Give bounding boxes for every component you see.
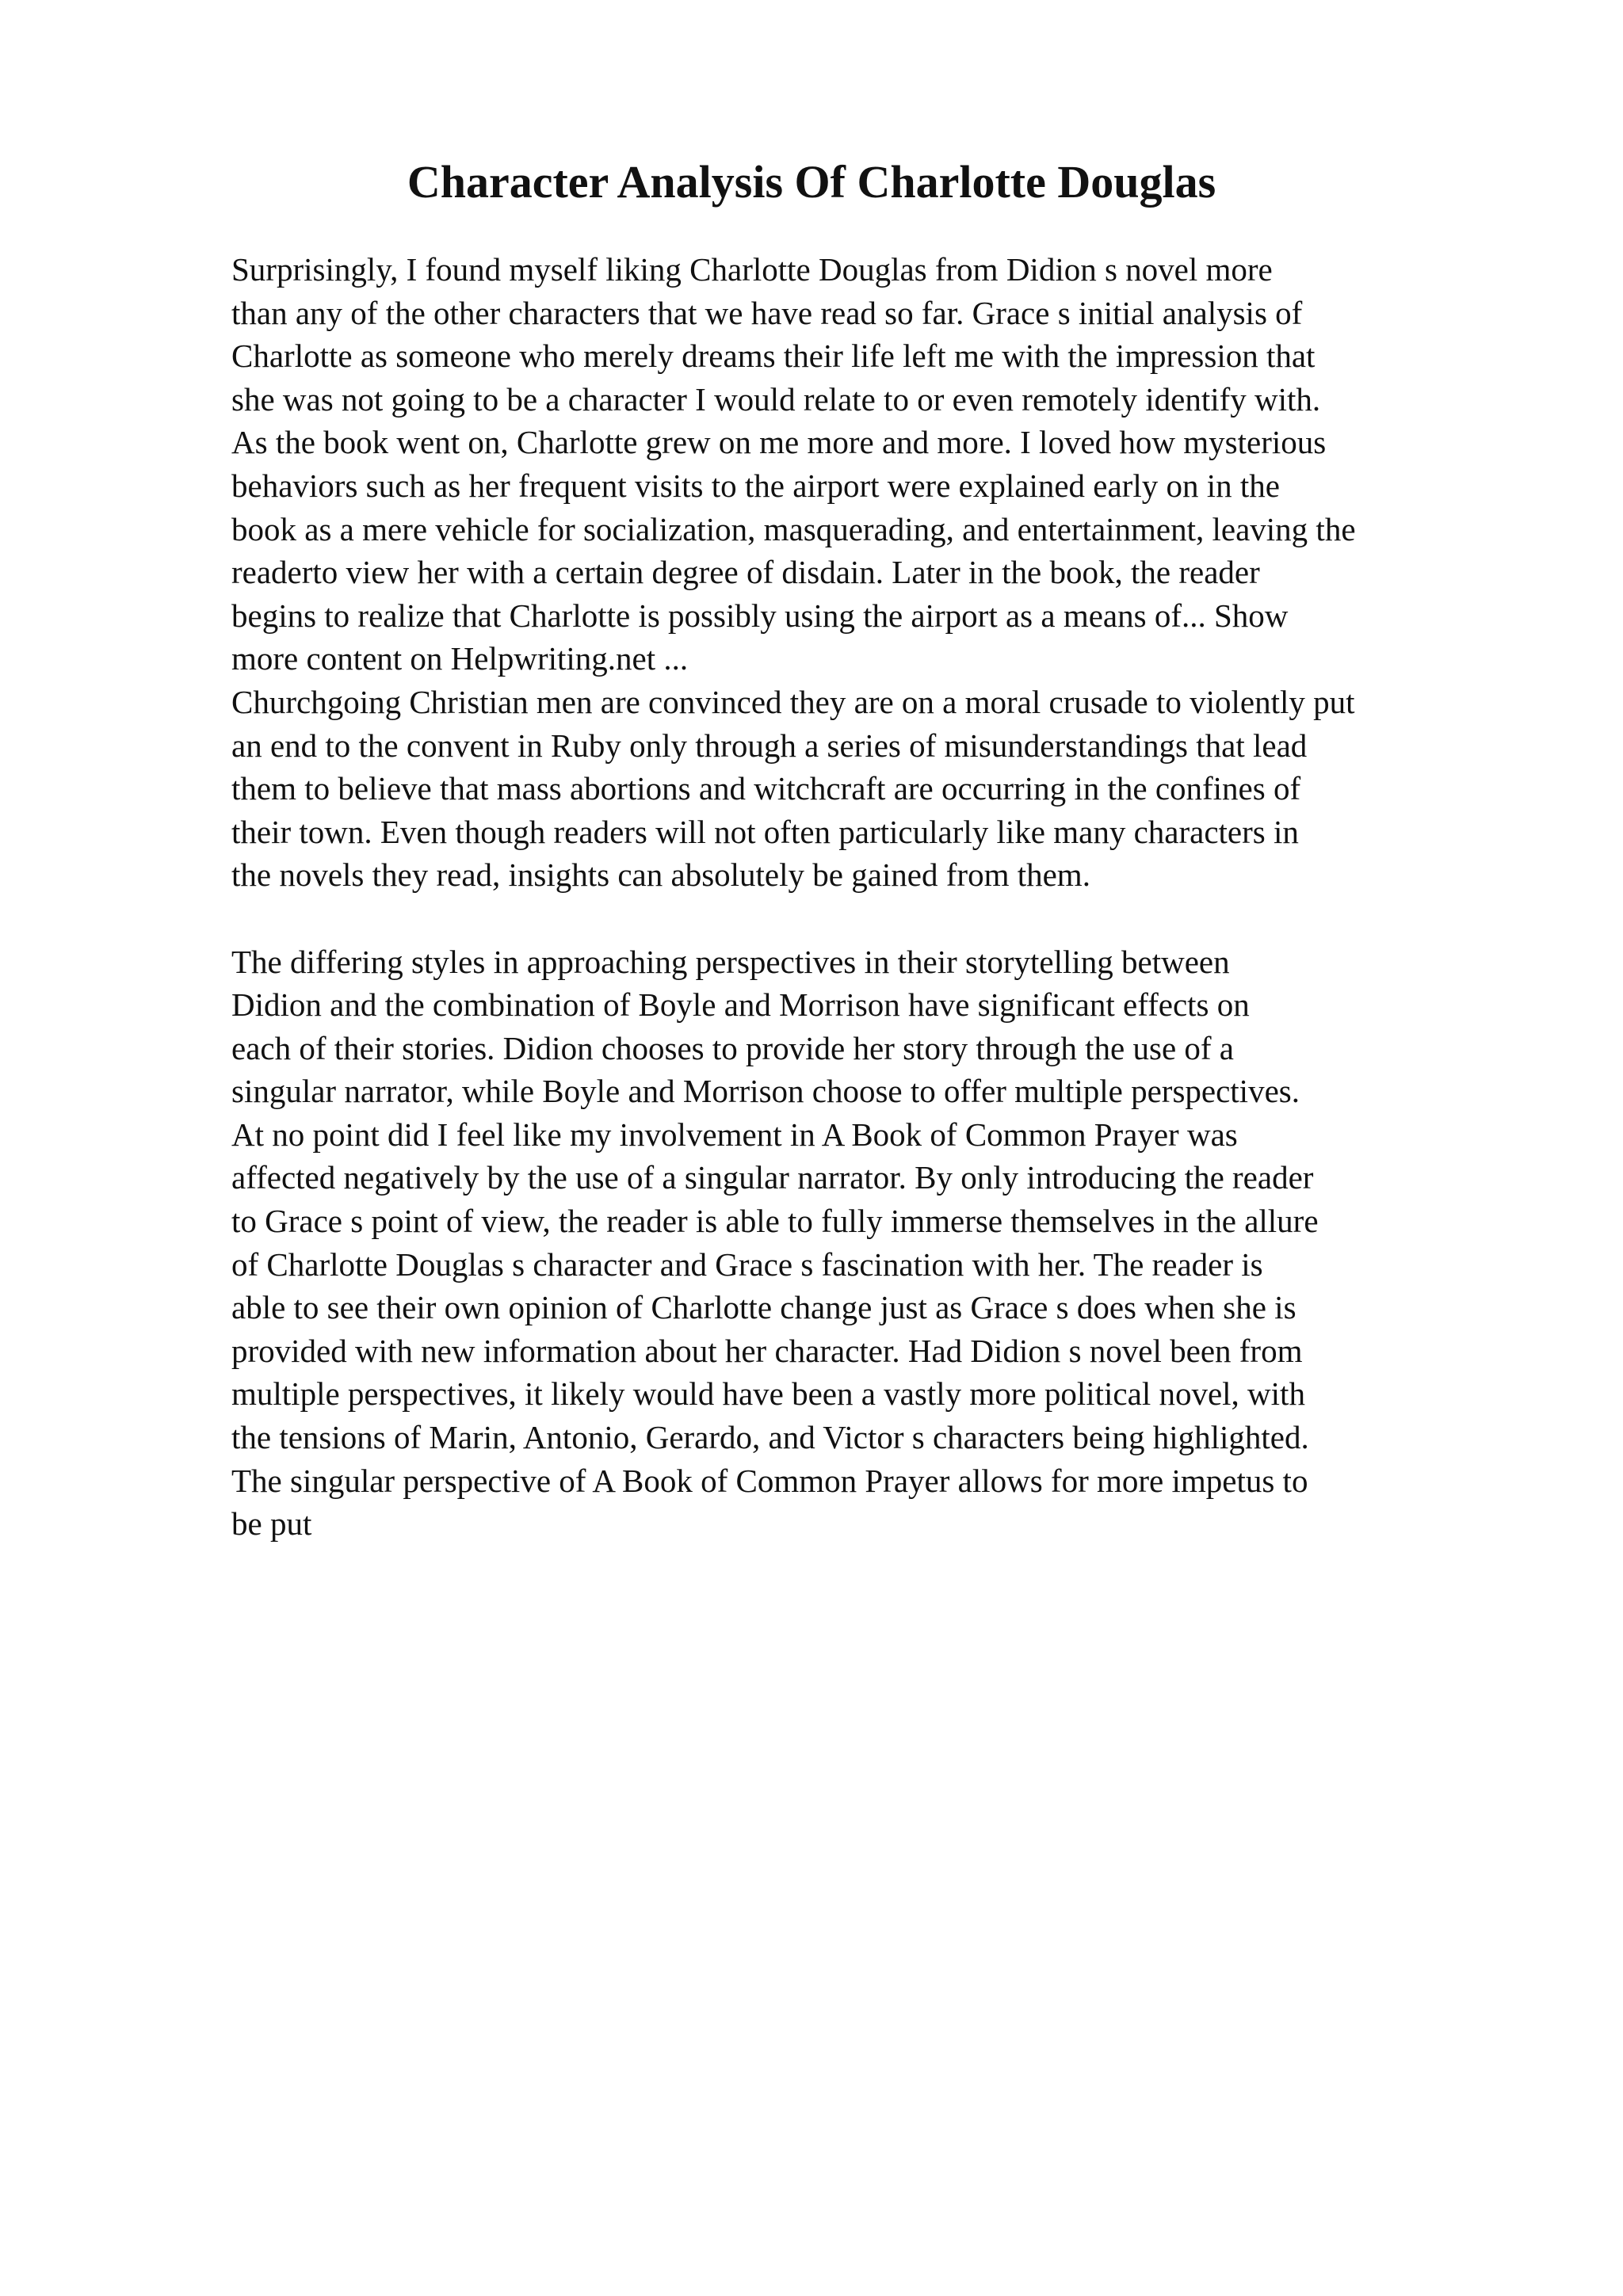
text-line: behaviors such as her frequent visits to the airport were explained early on in the — [231, 467, 1280, 504]
paragraph-2 — [231, 940, 1531, 1546]
text-line: provided with new information about her character. Had Didion s novel been from — [231, 1332, 1303, 1369]
paragraph-spacer — [231, 897, 1531, 940]
text-line: Surprisingly, I found myself liking Charlotte Douglas from Didion s novel more — [231, 251, 1273, 288]
text-line: able to see their own opinion of Charlotte change just as Grace s does when she is — [231, 1289, 1296, 1326]
text-line: Charlotte as someone who merely dreams their life left me with the impression that — [231, 338, 1316, 375]
text-line: The differing styles in approaching perspectives in their storytelling between — [231, 943, 1230, 980]
text-line: an end to the convent in Ruby only through a series of misunderstandings that lead — [231, 727, 1308, 764]
text-line: of Charlotte Douglas s character and Grace s fascination with her. The reader is — [231, 1245, 1263, 1283]
document-body — [231, 248, 1531, 1546]
text-line: book as a mere vehicle for socialization, masquerading, and entertainment, leaving the — [231, 510, 1356, 547]
text-line: than any of the other characters that we have read so far. Grace s initial analysis of — [231, 294, 1303, 331]
text-line: Didion and the combination of Boyle and Morrison have significant effects on — [231, 986, 1250, 1024]
paragraph-1 — [231, 248, 1531, 897]
text-line: affected negatively by the use of a singular narrator. By only introducing the reader — [231, 1159, 1314, 1196]
text-line: multiple perspectives, it likely would have been a vastly more political novel, with — [231, 1375, 1305, 1413]
text-line: the tensions of Marin, Antonio, Gerardo, and Victor s characters being highlighted. — [231, 1419, 1309, 1456]
text-line: The singular perspective of A Book of Common Prayer allows for more impetus to — [231, 1462, 1308, 1499]
text-line: be put — [231, 1505, 312, 1543]
text-line: As the book went on, Charlotte grew on me more and more. I loved how mysterious — [231, 424, 1327, 461]
text-line: them to believe that mass abortions and witchcraft are occurring in the confines of — [231, 770, 1301, 807]
text-line: the novels they read, insights can absolutely be gained from them. — [231, 856, 1090, 894]
text-line: more content on Helpwriting.net ... — [231, 640, 689, 677]
text-line: their town. Even though readers will not often particularly like many characters in — [231, 813, 1299, 850]
text-line: begins to realize that Charlotte is possibly using the airport as a means of... Show — [231, 597, 1289, 634]
text-line: singular narrator, while Boyle and Morrison choose to offer multiple perspectives. — [231, 1073, 1300, 1110]
text-line: to Grace s point of view, the reader is able to fully immerse themselves in the allure — [231, 1203, 1319, 1240]
text-line: At no point did I feel like my involvement in A Book of Common Prayer was — [231, 1116, 1238, 1153]
text-line: each of their stories. Didion chooses to provide her story through the use of a — [231, 1029, 1234, 1066]
text-line: Churchgoing Christian men are convinced they are on a moral crusade to violently put — [231, 683, 1355, 720]
text-line: she was not going to be a character I would relate to or even remotely identify with. — [231, 380, 1321, 418]
text-line: readerto view her with a certain degree of disdain. Later in the book, the reader — [231, 554, 1260, 591]
document-title: Character Analysis Of Charlotte Douglas — [407, 156, 1216, 208]
